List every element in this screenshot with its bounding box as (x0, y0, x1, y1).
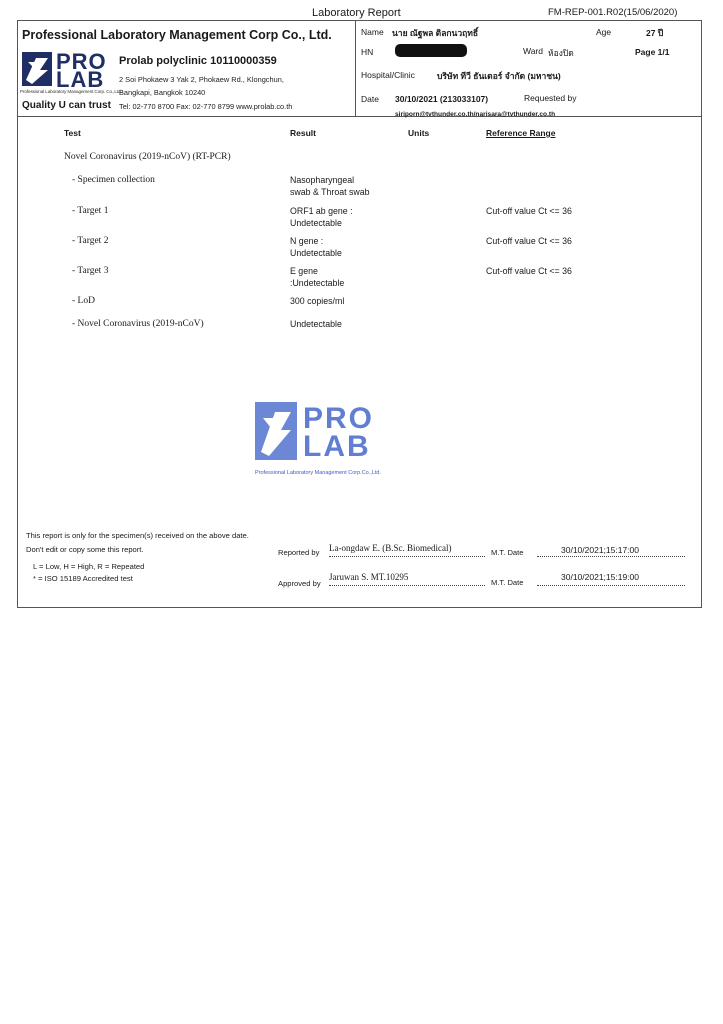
reported-by-label: Reported by (278, 548, 320, 557)
header-divider-horizontal (17, 116, 702, 117)
row-result-line1: Undetectable (290, 319, 342, 329)
form-code: FM-REP-001.R02(15/06/2020) (548, 7, 678, 18)
row-result-line1: 300 copies/ml (290, 296, 345, 306)
clinic-label: Hospital/Clinic (361, 70, 415, 80)
patient-name: นาย ณัฐพล ติลกนวฤทธิ์ (392, 28, 479, 38)
row-result-line1: Nasopharyngeal (290, 175, 355, 185)
logo-caption: Professional Laboratory Management Corp. Co.,Ltd. (20, 89, 122, 94)
col-header-test: Test (64, 128, 81, 138)
row-test: - Target 1 (72, 206, 109, 216)
age-label: Age (596, 27, 612, 37)
footer-note-1: This report is only for the specimen(s) received on the above date. (26, 531, 249, 540)
contact-info: Tel: 02-770 8700 Fax: 02-770 8799 www.prolab.co.th (119, 102, 293, 111)
tagline: Quality U can trust (22, 100, 111, 111)
date-value: 30/10/2021 (213033107) (395, 94, 489, 104)
company-name: Professional Laboratory Management Corp Co., Ltd. (22, 28, 332, 42)
patient-age: 27 ปี (646, 28, 664, 38)
stamp-caption: Professional Laboratory Management Corp.Co.,Ltd. (255, 470, 381, 476)
row-result-line2: Undetectable (290, 218, 342, 228)
row-result-line1: N gene : (290, 236, 324, 246)
reported-date-line (537, 556, 685, 557)
row-result-line1: ORF1 ab gene : (290, 206, 353, 216)
page-indicator: Page 1/1 (635, 47, 670, 57)
row-test: - Specimen collection (72, 175, 155, 185)
row-result-line2: Undetectable (290, 248, 342, 258)
legend-line-1: L = Low, H = High, R = Repeated (33, 562, 145, 571)
name-label: Name (361, 27, 384, 37)
row-result-line2: :Undetectable (290, 278, 345, 288)
row-reference: Cut-off value Ct <= 36 (486, 266, 572, 276)
logo-text-lab: LAB (56, 67, 105, 92)
address-line-1: 2 Soi Phokaew 3 Yak 2, Phokaew Rd., Klongchun, (119, 75, 284, 84)
stamp-text-lab: LAB (303, 430, 371, 463)
reported-mt-date-label: M.T. Date (491, 548, 524, 557)
requested-by-email: siriporn@tvthunder.co.th/narisara@tvthunder.co.th (395, 111, 556, 118)
logo-text-pro: PRO (56, 49, 107, 74)
address-line-2: Bangkapi, Bangkok 10240 (119, 88, 206, 97)
approved-mt-date: 30/10/2021;15:19:00 (561, 572, 639, 582)
approved-by-line (329, 585, 485, 586)
clinic-name: Prolab polyclinic 10110000359 (119, 55, 277, 67)
footer-note-2: Don't edit or copy some this report. (26, 545, 144, 554)
row-reference: Cut-off value Ct <= 36 (486, 236, 572, 246)
row-reference: Cut-off value Ct <= 36 (486, 206, 572, 216)
clinic-value: บริษัท ทีวี ธันเดอร์ จำกัด (มหาชน) (437, 71, 561, 81)
approved-by-label: Approved by (278, 579, 321, 588)
row-test: - Target 3 (72, 266, 109, 276)
approved-by-name: Jaruwan S. MT.10295 (329, 572, 409, 582)
hn-redaction (395, 44, 467, 57)
reported-by-name: La-ongdaw E. (B.Sc. Biomedical) (329, 543, 452, 553)
ward-label: Ward (523, 46, 543, 56)
legend-line-2: * = ISO 15189 Accredited test (33, 574, 133, 583)
row-result-line2: swab & Throat swab (290, 187, 370, 197)
row-test: - Target 2 (72, 236, 109, 246)
requested-label: Requested by (524, 93, 577, 103)
col-header-result: Result (290, 128, 316, 138)
section-title: Novel Coronavirus (2019-nCoV) (RT-PCR) (64, 152, 231, 162)
stamp-text-pro: PRO (303, 402, 375, 435)
hn-label: HN (361, 47, 374, 57)
header-divider-vertical (355, 20, 356, 116)
col-header-reference: Reference Range (486, 128, 556, 138)
col-header-units: Units (408, 128, 430, 138)
reported-by-line (329, 556, 485, 557)
row-test: - LoD (72, 296, 95, 306)
date-label: Date (361, 94, 379, 104)
report-title: Laboratory Report (312, 7, 401, 19)
ward-value: ห้องปิด (548, 48, 574, 58)
prolab-stamp (253, 398, 403, 483)
approved-mt-date-label: M.T. Date (491, 578, 524, 587)
reported-mt-date: 30/10/2021;15:17:00 (561, 545, 639, 555)
row-test: - Novel Coronavirus (2019-nCoV) (72, 319, 204, 329)
row-result-line1: E gene (290, 266, 318, 276)
approved-date-line (537, 585, 685, 586)
